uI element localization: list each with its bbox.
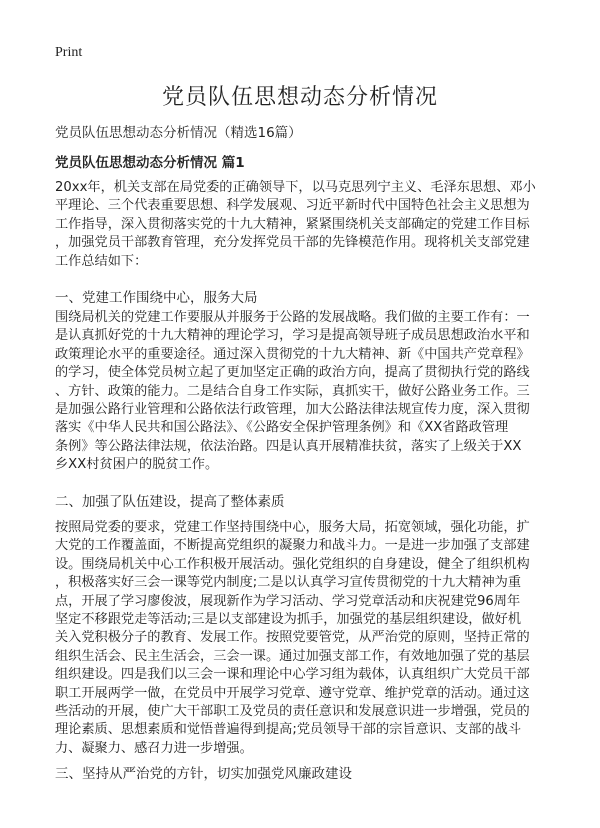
paragraph-line: 是加强公路行业管理和公路依法行政管理，加大公路法律法规宣传力度，深入贯彻 xyxy=(55,402,530,418)
paragraph-section-2 xyxy=(55,519,530,758)
paragraph-line: 工作总结如下： xyxy=(55,253,148,269)
paragraph-line: 平理论、三个代表重要思想、科学发展观、习近平新时代中国特色社会主义思想为 xyxy=(55,198,530,214)
article-heading: 党员队伍思想动态分析情况 篇1 xyxy=(55,155,245,171)
print-link[interactable]: Print xyxy=(55,45,83,60)
paragraph-line: 点，开展了学习廖俊波，展现新作为学习活动、学习党章活动和庆祝建党96周年 xyxy=(55,593,521,609)
paragraph-line: 关入党积极分子的教育、发展工作。按照党要管党，从严治党的原则，坚持正常的 xyxy=(55,630,530,646)
paragraph-section-1 xyxy=(55,309,530,475)
paragraph-line: 落实《中华人民共和国公路法》、《公路安全保护管理条例》和《XX省路政管理 xyxy=(55,420,509,436)
paragraph-line: 按照局党委的要求，党建工作坚持围绕中心，服务大局，拓宽领域，强化功能，扩 xyxy=(55,520,530,535)
paragraph-line: 组织建设。四是我们以三会一课和理论中心学习组为载体，认真组织广大党员干部 xyxy=(55,667,530,683)
paragraph-line: 条例》等公路法律法规，依法治路。四是认真开展精准扶贫，落实了上级关于XX xyxy=(55,438,522,454)
paragraph-line: 的学习，使全体党员树立起了更加坚定正确的政治方向，提高了贯彻执行党的路线 xyxy=(55,365,530,381)
paragraph-intro xyxy=(55,179,536,271)
paragraph-line: ，积极落实好三会一课等党内制度;二是以认真学习宣传贯彻党的十九大精神为重 xyxy=(55,575,522,591)
paragraph-line: 政策理论水平的重要途径。通过深入贯彻党的十九大精神、新《中国共产党章程》 xyxy=(55,346,530,362)
paragraph-line: 力、凝聚力、感召力进一步增强。 xyxy=(55,740,253,756)
section-heading-3: 三、坚持从严治党的方针，切实加强党风廉政建设 xyxy=(55,766,352,782)
paragraph-line: 些活动的开展，使广大干部职工及党员的责任意识和发展意识进一步增强，党员的 xyxy=(55,704,530,720)
paragraph-line: 坚定不移跟党走等活动;三是以支部建设为抓手，加强党的基层组织建设，做好机 xyxy=(55,612,522,628)
section-heading-1: 一、党建工作围绕中心，服务大局 xyxy=(55,290,258,306)
paragraph-line: 理论素质、思想素质和觉悟普遍得到提高;党员领导干部的宗旨意识、支部的战斗 xyxy=(55,722,522,738)
paragraph-line: 工作指导，深入贯彻落实党的十九大精神，紧紧围绕机关支部确定的党建工作目标 xyxy=(55,216,530,232)
paragraph-line: 、方针、政策的能力。二是结合自身工作实际，真抓实干，做好公路业务工作。三 xyxy=(55,383,530,399)
paragraph-line: ，加强党员干部教育管理，充分发挥党员干部的先锋模范作用。现将机关支部党建 xyxy=(55,235,530,251)
paragraph-line: 乡XX村贫困户的脱贫工作。 xyxy=(55,457,219,473)
paragraph-line: 大党的工作覆盖面，不断提高党组织的凝聚力和战斗力。一是进一步加强了支部建 xyxy=(55,538,530,554)
page-title: 党员队伍思想动态分析情况 xyxy=(161,85,438,110)
section-heading-2: 二、加强了队伍建设，提高了整体素质 xyxy=(55,494,285,510)
document-subtitle: 党员队伍思想动态分析情况（精选16篇） xyxy=(55,125,302,141)
paragraph-line: 设。围绕局机关中心工作积极开展活动。强化党组织的自身建设，健全了组织机构 xyxy=(55,556,530,572)
paragraph-line: 20xx年，机关支部在局党委的正确领导下，以马克思列宁主义、毛泽东思想、邓小 xyxy=(55,180,536,195)
paragraph-line: 组织生活会、民主生活会，三会一课。通过加强支部工作，有效地加强了党的基层 xyxy=(55,648,530,664)
paragraph-line: 是认真抓好党的十九大精神的理论学习，学习是提高领导班子成员思想政治水平和 xyxy=(55,328,530,344)
paragraph-line: 围绕局机关的党建工作要服从并服务于公路的发展战略。我们做的主要工作有：一 xyxy=(55,310,530,325)
paragraph-line: 职工开展两学一做，在党员中开展学习党章、遵守党章、维护党章的活动。通过这 xyxy=(55,685,530,701)
